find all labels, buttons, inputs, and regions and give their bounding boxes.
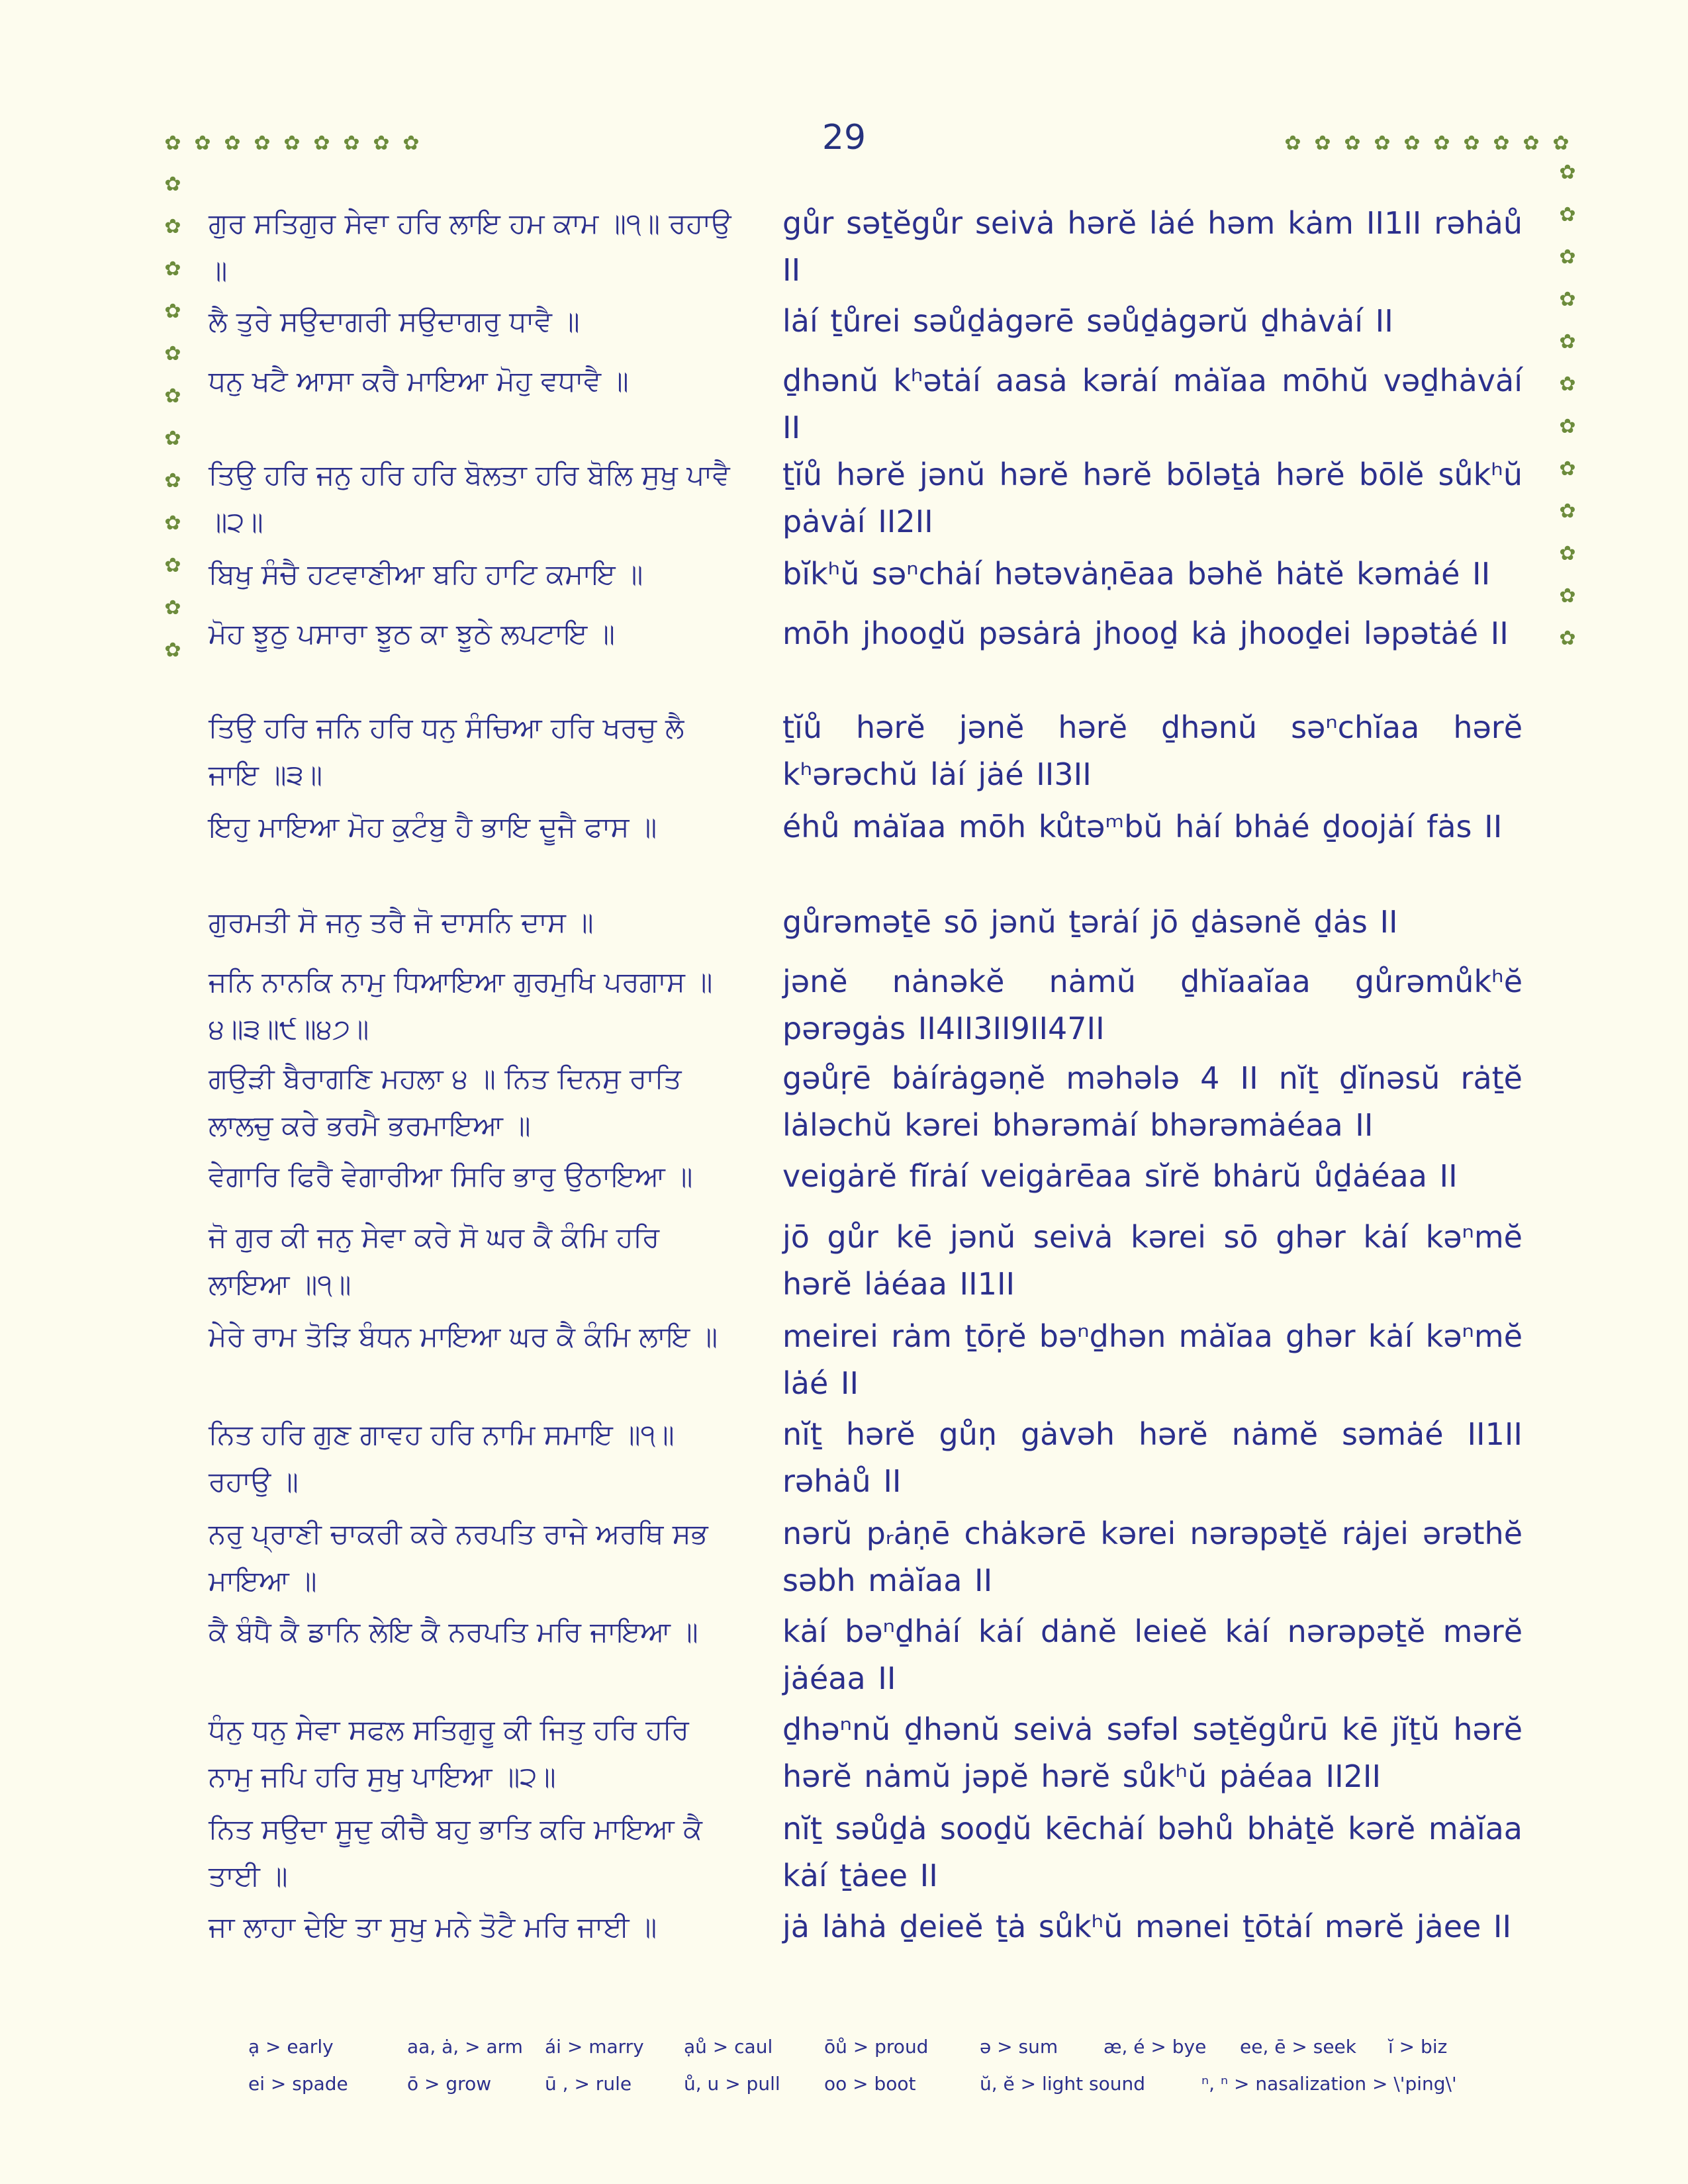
legend-item: ŭ, ĕ > light sound [980,2073,1145,2095]
flower-icon: ✿ [1559,246,1576,269]
gurmukhi-text: ਵੇਗਾਰਿ ਫਿਰੈ ਵੇਗਾਰੀਆ ਸਿਰਿ ਭਾਰੁ ਉਠਾਇਆ ॥ [209,1160,693,1193]
flower-icon: ✿ [1559,415,1576,438]
flower-icon: ✿ [164,257,181,281]
transliteration-text: nərŭ pᵣȧṇē chȧkərē kərei nərəpəṯĕ rȧjei ərəthĕ səbh mȧĭaa II [782,1516,1523,1598]
flower-icon: ✿ [1559,203,1576,226]
flower-icon: ✿ [164,596,181,619]
legend-item: ee, ē > seek [1240,2036,1356,2058]
page-number: 29 [821,118,867,158]
transliteration-text: nĭṯ səůḏȧ sooḏŭ kēchȧí bəhů bhȧṯĕ kərĕ mȧĭaa kȧí ṯȧee II [782,1811,1523,1893]
gurmukhi-text: ਕੈ ਬੰਧੈ ਕੈ ਡਾਨਿ ਲੇਇ ਕੈ ਨਰਪਤਿ ਮਰਿ ਜਾਇਆ ॥ [209,1615,698,1648]
flower-icon: ✿ [283,132,301,155]
transliteration-text: lȧí ṯůrei səůḏȧgərē səůḏȧgərŭ ḏhȧvȧí II [782,303,1393,339]
transliteration-text: jȧ lȧhȧ ḏeieĕ ṯȧ sůkʰŭ mənei ṯōtȧí mərĕ jȧee II [782,1909,1512,1944]
flower-icon: ✿ [313,132,330,155]
flower-icon: ✿ [1559,330,1576,353]
flower-icon: ✿ [1559,584,1576,608]
flower-icon: ✿ [1552,132,1570,155]
gurmukhi-text: ਨਿਤ ਹਰਿ ਗੁਣ ਗਾਵਹ ਹਰਿ ਨਾਮਿ ਸਮਾਇ ॥੧॥ ਰਹਾਉ ॥ [209,1418,675,1498]
flower-icon: ✿ [1314,132,1331,155]
gurmukhi-text: ਤਿਉ ਹਰਿ ਜਨੁ ਹਰਿ ਹਰਿ ਬੋਲਤਾ ਹਰਿ ਬੋਲਿ ਸੁਖੁ ਪਾਵੈ ॥੨॥ [209,459,730,538]
flower-icon: ✿ [164,342,181,365]
flower-icon: ✿ [164,132,181,155]
flower-icon: ✿ [164,427,181,450]
gurmukhi-text: ਜਨਿ ਨਾਨਕਿ ਨਾਮੁ ਧਿਆਇਆ ਗੁਰਮੁਖਿ ਪਰਗਾਸ ॥੪॥੩॥੯॥੪੭॥ [209,966,713,1045]
gurmukhi-text: ਗੁਰ ਸਤਿਗੁਰ ਸੇਵਾ ਹਰਿ ਲਾਇ ਹਮ ਕਾਮ ॥੧॥ ਰਹਾਉ ॥ [209,207,731,287]
transliteration-text: éhů mȧĭaa mōh kůtəᵐbŭ hȧí bhȧé ḏoojȧí fȧs II [782,809,1503,844]
flower-icon: ✿ [164,300,181,323]
gurmukhi-text: ਗਉੜੀ ਬੈਰਾਗਣਿ ਮਹਲਾ ੪ ॥ ਨਿਤ ਦਿਨਸੁ ਰਾਤਿ ਲਾਲਚੁ ਕਰੇ ਭਰਮੈ ਭਰਮਾਇਆ ॥ [209,1062,682,1142]
gurmukhi-text: ਗੁਰਮਤੀ ਸੋ ਜਨੁ ਤਰੈ ਜੋ ਦਾਸਨਿ ਦਾਸ ॥ [209,906,594,938]
gurmukhi-text: ਇਹੁ ਮਾਇਆ ਮੋਹ ਕੁਟੰਬੁ ਹੈ ਭਾਇ ਦੂਜੈ ਫਾਸ ॥ [209,811,657,843]
legend-item: ⁿ, ⁿ > nasalization > \'ping\' [1201,2073,1457,2095]
transliteration-text: meirei rȧm ṯōṛĕ bəⁿḏhən mȧĭaa ghər kȧí kəⁿmĕ lȧé II [782,1318,1523,1401]
flower-border-top-right [1283,134,1581,154]
flower-icon: ✿ [1559,542,1576,565]
flower-icon: ✿ [1559,457,1576,480]
legend-item: ái > marry [545,2036,644,2058]
transliteration-text: bĭkʰŭ səⁿchȧí hətəvȧṇēaa bəhĕ hȧtĕ kəmȧé II [782,556,1491,592]
flower-icon: ✿ [1523,132,1540,155]
flower-icon: ✿ [194,132,211,155]
flower-icon: ✿ [164,173,181,196]
gurmukhi-text: ਨਿਤ ਸਉਦਾ ਸੂਦੁ ਕੀਚੈ ਬਹੁ ਭਾਤਿ ਕਰਿ ਮਾਇਆ ਕੈ ਤਾਈ ॥ [209,1813,702,1892]
transliteration-text: jō gůr kē jənŭ seivȧ kərei sō ghər kȧí kəⁿmĕ hərĕ lȧéaa II1II [782,1219,1523,1302]
gurmukhi-text: ਧੰਨੁ ਧਨੁ ਸੇਵਾ ਸਫਲ ਸਤਿਗੁਰੂ ਕੀ ਜਿਤੁ ਹਰਿ ਹਰਿ ਨਾਮੁ ਜਪਿ ਹਰਿ ਸੁਖੁ ਪਾਇਆ ॥੨॥ [209,1713,689,1793]
legend-item: ạů > caul [684,2036,773,2058]
gurmukhi-text: ਤਿਉ ਹਰਿ ਜਨਿ ਹਰਿ ਧਨੁ ਸੰਚਿਆ ਹਰਿ ਖਰਚੁ ਲੈ ਜਾਇ ॥੩॥ [209,711,684,791]
legend-item: ei > spade [248,2073,348,2095]
flower-icon: ✿ [1559,627,1576,650]
transliteration-text: ḏhəⁿnŭ ḏhənŭ seivȧ səfəl səṯĕgůrū kē jĭṯŭ hərĕ hərĕ nȧmŭ jəpĕ hərĕ sůkʰŭ pȧéaa II2II [782,1711,1523,1794]
transliteration-text: ṯĭů hərĕ jənĕ hərĕ ḏhənŭ səⁿchĭaa hərĕ kʰərəchŭ lȧí jȧé II3II [782,709,1523,792]
transliteration-text: gůrəməṯē sō jənŭ ṯərȧí jō ḏȧsənĕ ḏȧs II [782,904,1398,940]
flower-icon: ✿ [1559,288,1576,311]
legend-item: ů, u > pull [684,2073,780,2095]
flower-icon: ✿ [1433,132,1450,155]
flower-icon: ✿ [254,132,271,155]
transliteration-text: ḏhənŭ kʰətȧí aasȧ kərȧí mȧĭaa mōhŭ vəḏhȧvȧí II [782,363,1523,445]
flower-border-left [163,175,183,683]
flower-icon: ✿ [1559,500,1576,523]
flower-icon: ✿ [164,215,181,238]
flower-icon: ✿ [1284,132,1301,155]
gurmukhi-text: ਬਿਖੁ ਸੰਚੈ ਹਟਵਾਣੀਆ ਬਹਿ ਹਾਟਿ ਕਮਾਇ ॥ [209,558,643,590]
transliteration-text: mōh jhooḏŭ pəsȧrȧ jhooḏ kȧ jhooḏei ləpətȧé II [782,615,1509,651]
flower-icon: ✿ [164,512,181,535]
legend-item: ĭ > biz [1388,2036,1448,2058]
gurmukhi-text: ਧਨੁ ਖਟੈ ਆਸਾ ਕਰੈ ਮਾਇਆ ਮੋਹੁ ਵਧਾਵੈ ॥ [209,365,629,397]
flower-icon: ✿ [1403,132,1421,155]
transliteration-text: kȧí bəⁿḏhȧí kȧí dȧnĕ leieĕ kȧí nərəpəṯĕ mərĕ jȧéaa II [782,1614,1523,1696]
flower-icon: ✿ [1374,132,1391,155]
legend-item: ōů > proud [824,2036,929,2058]
flower-icon: ✿ [402,132,420,155]
flower-icon: ✿ [1559,161,1576,184]
legend-item: ə > sum [980,2036,1058,2058]
flower-icon: ✿ [373,132,390,155]
legend-item: aa, ȧ, > arm [407,2036,523,2058]
transliteration-text: ṯĭů hərĕ jənŭ hərĕ hərĕ bōləṯȧ hərĕ bōlĕ sůkʰŭ pȧvȧí II2II [782,457,1523,539]
flower-icon: ✿ [164,639,181,662]
flower-icon: ✿ [1559,373,1576,396]
transliteration-text: gəůṛē bȧírȧgəṇĕ məhələ 4 II nĭṯ ḏĭnəsŭ rȧṯĕ lȧləchŭ kərei bhərəmȧí bhərəmȧéaa II [782,1060,1523,1143]
flower-icon: ✿ [224,132,241,155]
flower-icon: ✿ [164,469,181,492]
flower-icon: ✿ [1344,132,1361,155]
legend-item: ō > grow [407,2073,492,2095]
flower-icon: ✿ [1463,132,1480,155]
transliteration-text: gůr səṯĕgůr seivȧ hərĕ lȧé həm kȧm II1II rəhȧů II [782,205,1523,288]
flower-icon: ✿ [164,385,181,408]
transliteration-text: nĭṯ hərĕ gůṇ gȧvəh hərĕ nȧmĕ səmȧé II1II rəhȧů II [782,1416,1523,1499]
flower-border-top-left [163,134,431,154]
gurmukhi-text: ਮੇਰੇ ਰਾਮ ਤੋੜਿ ਬੰਧਨ ਮਾਇਆ ਘਰ ਕੈ ਕੰਮਿ ਲਾਇ ॥ [209,1320,718,1353]
legend-item: oo > boot [824,2073,916,2095]
gurmukhi-text: ਜੋ ਗੁਰ ਕੀ ਜਨੁ ਸੇਵਾ ਕਰੇ ਸੋ ਘਰ ਕੈ ਕੰਮਿ ਹਰਿ ਲਾਇਆ ॥੧॥ [209,1221,660,1300]
flower-icon: ✿ [164,554,181,577]
gurmukhi-text: ਮੋਹ ਝੂਠੁ ਪਸਾਰਾ ਝੂਠ ਕਾ ਝੂਠੇ ਲਪਟਾਇ ॥ [209,617,615,650]
transliteration-text: jənĕ nȧnəkĕ nȧmŭ ḏhĭaaĭaa gůrəmůkʰĕ pərəgȧs II4II3II9II47II [782,964,1523,1046]
legend-item: æ, é > bye [1103,2036,1207,2058]
legend-item: ạ > early [248,2036,334,2058]
gurmukhi-text: ਨਰੁ ਪ੍ਰਾਣੀ ਚਾਕਰੀ ਕਰੇ ਨਰਪਤਿ ਰਾਜੇ ਅਰਥਿ ਸਭ ਮਾਇਆ ॥ [209,1518,708,1597]
transliteration-text: veigȧrĕ fĭrȧí veigȧrēaa sĭrĕ bhȧrŭ ůḏȧéaa II [782,1158,1458,1194]
flower-border-right [1558,163,1577,671]
flower-icon: ✿ [1493,132,1510,155]
gurmukhi-text: ਜਾ ਲਾਹਾ ਦੇਇ ਤਾ ਸੁਖੁ ਮਨੇ ਤੋਟੈ ਮਰਿ ਜਾਈ ॥ [209,1911,657,1943]
legend-item: ū , > rule [545,2073,632,2095]
gurmukhi-text: ਲੈ ਤੁਰੇ ਸਉਦਾਗਰੀ ਸਉਦਾਗਰੁ ਧਾਵੈ ॥ [209,305,580,338]
flower-icon: ✿ [343,132,360,155]
